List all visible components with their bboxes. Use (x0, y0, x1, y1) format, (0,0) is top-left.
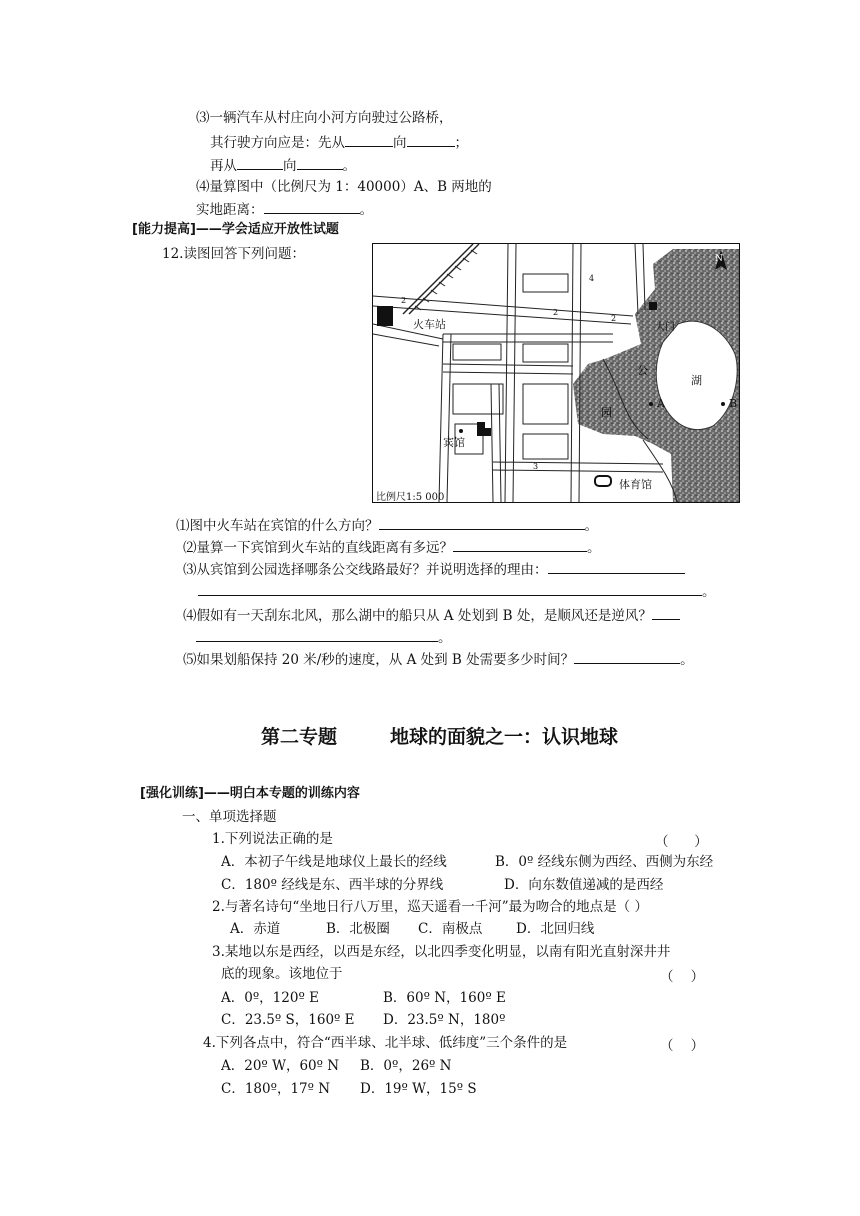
answer-blank[interactable] (297, 156, 343, 170)
answer-blank[interactable] (345, 133, 393, 147)
q2-option-d: D．北回归线 (516, 921, 595, 937)
q4-stem: 4.下列各点中，符合“西半球、北半球、低纬度”三个条件的是 (203, 1035, 568, 1051)
point-a-marker (649, 402, 653, 406)
q2-option-c: C．南极点 (418, 921, 483, 937)
section-title: 第二专题 地球的面貌之一：认识地球 (261, 726, 618, 748)
answer-blank[interactable] (453, 538, 587, 552)
answer-blank[interactable] (264, 200, 360, 214)
q1-option-c: C．180º 经线是东、西半球的分界线 (221, 877, 444, 893)
q2-option-b: B．北极圈 (326, 921, 390, 937)
answer-blank[interactable] (237, 156, 283, 170)
route-label-2b: 2 (553, 308, 559, 317)
gym-icon (595, 476, 611, 486)
label-point-b: B (729, 397, 738, 410)
scale-label: 比例尺1:5 000 (376, 492, 445, 503)
q1-option-d: D．向东数值递减的是西经 (504, 877, 664, 893)
q3-line2: 其行驶方向应是：先从 向 ； (210, 135, 468, 151)
q1-option-a: A．本初子午线是地球仪上最长的经线 (221, 854, 447, 870)
q12-s3-cont: 。 (198, 582, 716, 601)
q3-option-a: A．0º，120º E (221, 990, 319, 1006)
ability-heading: [能力提高]——学会适应开放性试题 (132, 222, 339, 237)
answer-blank[interactable] (652, 606, 680, 620)
q4-answer-paren[interactable]: （ ） (660, 1038, 705, 1054)
q12-s4: ⑷假如有一天刮东北风，那么湖中的船只从 A 处划到 B 处，是顺风还是逆风？ (183, 606, 680, 625)
q4-option-a: A．20º W，60º N (221, 1058, 340, 1074)
q3-option-d: D．23.5º N，180º (383, 1012, 506, 1028)
answer-blank[interactable] (407, 133, 455, 147)
q1-stem: 1.下列说法正确的是 (212, 831, 333, 847)
label-north: N (715, 254, 723, 264)
q3-line3: 再从 向 。 (210, 158, 356, 174)
route-label-2c: 2 (611, 314, 617, 323)
q3-option-c: C．23.5º S，160º E (221, 1012, 355, 1028)
hotel-icon (477, 422, 485, 436)
route-label-3a: 3 (533, 462, 539, 471)
part-label: 一、单项选择题 (182, 809, 277, 825)
label-gate: 大门 (655, 322, 675, 333)
q3-option-b: B．60º N，160º E (383, 990, 506, 1006)
q2-stem: 2.与著名诗句“坐地日行八万里，巡天遥看一千河”最为吻合的地点是（ ） (212, 899, 648, 915)
q3-answer-paren[interactable]: （ ） (660, 969, 705, 985)
label-lake: 湖 (691, 374, 702, 387)
answer-blank[interactable] (196, 628, 438, 642)
q3-stem-line1: 3.某地以东是西经，以西是东经，以北四季变化明显，以南有阳光直射深井井 (212, 944, 671, 960)
answer-blank[interactable] (574, 650, 680, 664)
label-train-station: 火车站 (413, 318, 446, 331)
q1-answer-paren[interactable]: （ ） (655, 834, 708, 850)
q12-s3: ⑶从宾馆到公园选择哪条公交线路最好？并说明选择的理由： (183, 560, 685, 579)
label-gym: 体育馆 (619, 478, 652, 491)
training-heading: [强化训练]——明白本专题的训练内容 (140, 786, 360, 801)
q1-option-b: B．0º 经线东侧为西经、西侧为东经 (495, 854, 714, 870)
q4-option-b: B．0º，26º N (360, 1058, 452, 1074)
train-station-icon (377, 306, 393, 326)
label-hotel: 宾馆 (443, 436, 465, 449)
q12-s4-cont: 。 (196, 628, 452, 647)
gate-icon (649, 302, 657, 310)
point-b-marker (721, 402, 725, 406)
q4-option-c: C．180º，17º N (221, 1081, 331, 1097)
answer-blank[interactable] (198, 582, 702, 596)
q12-prompt: 12.读图回答下列问题： (162, 246, 305, 262)
q12-s1: ⑴图中火车站在宾馆的什么方向？ 。 (176, 518, 598, 534)
q4-option-d: D．19º W，15º S (360, 1081, 477, 1097)
q12-s5: ⑸如果划船保持 20 米/秒的速度，从 A 处到 B 处需要多少时间？ 。 (183, 652, 694, 668)
answer-blank[interactable] (379, 516, 585, 530)
q3-line1: ⑶一辆汽车从村庄向小河方向驶过公路桥， (196, 110, 453, 126)
map-graphic (373, 244, 740, 503)
q3-stem-line2: 底的现象。该地位于 (221, 966, 343, 982)
label-park-1: 公 (637, 364, 648, 377)
label-point-a: A (657, 397, 665, 410)
q4-line1: ⑷量算图中（比例尺为 1：40000）A、B 两地的 (196, 179, 492, 195)
label-park-2: 园 (601, 406, 612, 419)
route-label-2a: 2 (401, 296, 407, 305)
q4-line2: 实地距离： 。 (196, 202, 373, 218)
q12-s2: ⑵量算一下宾馆到火车站的直线距离有多远？ 。 (183, 540, 601, 556)
route-label-4a: 4 (589, 274, 595, 283)
answer-blank[interactable] (548, 560, 685, 574)
city-map (372, 243, 740, 503)
q2-option-a: A．赤道 (230, 921, 281, 937)
